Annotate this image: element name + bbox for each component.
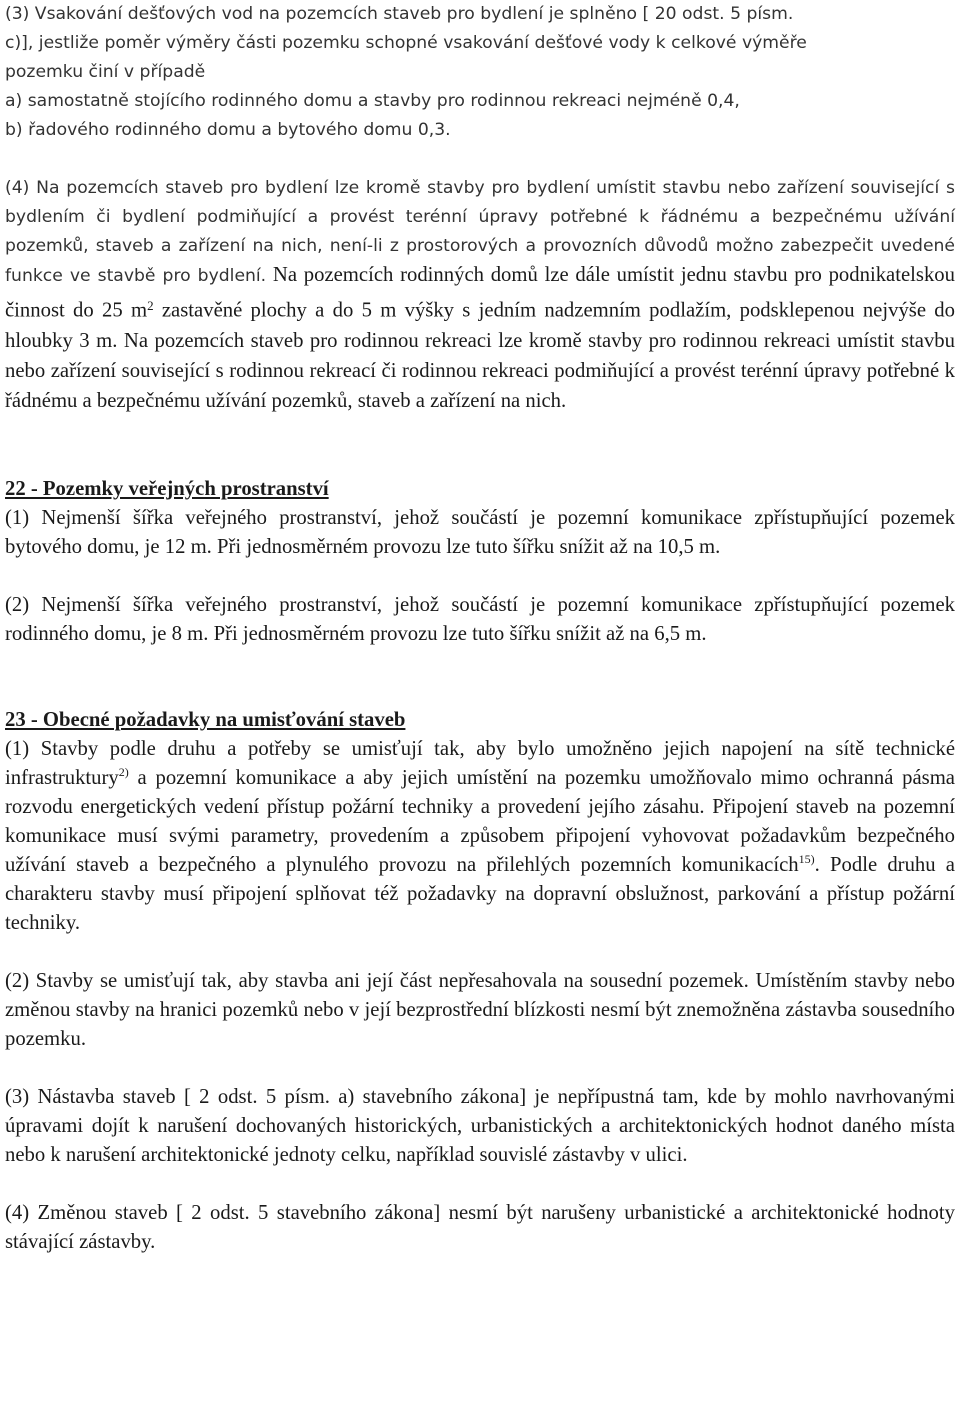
section-title: 23 - Obecné požadavky na umisťování staveb <box>5 708 406 731</box>
section-23-paragraph-3: (3) Nástavba staveb [ 2 odst. 5 písm. a) stavebního zákona] je nepřípustná tam, kde by mohlo navrhovanými úpravami dojít k narušení dochovaných historických, urbanistických a architektonických hodnot daného místa nebo k narušení architektonické jednoty celku, například souvislé zástavby v ulici. <box>5 1085 955 1166</box>
document-page <box>5 0 955 1257</box>
superscript: 2 <box>147 298 154 313</box>
paragraph-text: . Podle druhu a charakteru stavby musí připojení splňovat též požadavky na dopravní obslužnost, parkování a přístup požární techniky. <box>5 853 955 934</box>
paragraph-text: (1) Stavby podle druhu a potřeby se umisťují tak, aby bylo umožněno jejich napojení na sítě technické infrastruktury <box>5 737 955 789</box>
paragraph-text: Na pozemcích rodinných domů lze dále umístit jednu stavbu pro podnikatelskou činnost do 25 m <box>5 264 955 322</box>
text-line: (3) Vsakování dešťových vod na pozemcích staveb pro bydlení je splněno [ 20 odst. 5 písm. <box>5 4 794 24</box>
paragraph-text: a pozemní komunikace a aby jejich umístění na pozemku umožňovalo mimo ochranná pásma rozvodu energetických vedení přístup požární techniky a provedení jejího zásahu. Připojení staveb na pozemní komunikace musí svými parametry, provedením a způsobem připojení vyhovovat požadavkům bezpečného užívání staveb a bezpečného a plynulého provozu na přilehlých pozemních komunikacích <box>5 766 955 876</box>
paragraph-text: (4) Na pozemcích staveb pro bydlení lze kromě stavby pro bydlení umístit stavbu nebo zařízení související s bydlením či bydlení podmiňující a provést terénní úpravy potřebné k řádnému a bezpečnému užívání pozemků, staveb a zařízení na nich, není-li z prostorových a provozních důvodů možno zabezpečit uvedené funkce ve stavbě pro bydlení. <box>5 178 955 286</box>
paragraph-4-housing-plots <box>5 174 955 417</box>
paragraph-text: zastavěné plochy a do 5 m výšky s jedním nadzemním podlažím, podsklepenou nejvýše do hloubky 3 m. Na pozemcích staveb pro rodinnou rekreaci lze kromě stavby pro rodinnou rekreaci umístit stavbu nebo zařízení související s rodinnou rekreací či rodinnou rekreaci podmiňující a provést terénní úpravy potřebné k řádnému a bezpečnému užívání pozemků, staveb a zařízení na nich. <box>5 299 955 412</box>
text-line: a) samostatně stojícího rodinného domu a stavby pro rodinnou rekreaci nejméně 0,4, <box>5 91 740 111</box>
section-23-paragraph-2: (2) Stavby se umisťují tak, aby stavba ani její část nepřesahovala na sousední pozemek. Umístěním stavby nebo změnou stavby na hranici pozemků nebo v její bezprostřední blízkosti nesmí být znemožněna zástavba sousedního pozemku. <box>5 969 955 1050</box>
footnote-ref: 2) <box>118 764 129 779</box>
footnote-ref: 15) <box>798 851 815 866</box>
section-23-heading <box>5 706 955 735</box>
text-line: c)], jestliže poměr výměry části pozemku schopné vsakování dešťové vody k celkové výměře <box>5 33 807 53</box>
section-22-heading <box>5 475 955 504</box>
text-line: pozemku činí v případě <box>5 62 206 82</box>
section-23-paragraph-1 <box>5 735 955 938</box>
section-22-paragraph-2: (2) Nejmenší šířka veřejného prostranství, jehož součástí je pozemní komunikace zpřístupňující pozemek rodinného domu, je 8 m. Při jednosměrném provozu lze tuto šířku snížit až na 6,5 m. <box>5 593 955 645</box>
section-23-paragraph-4: (4) Změnou staveb [ 2 odst. 5 stavebního zákona] nesmí být narušeny urbanistické a architektonické hodnoty stávající zástavby. <box>5 1201 955 1253</box>
paragraph-3-rainwater <box>5 0 955 145</box>
section-22-paragraph-1: (1) Nejmenší šířka veřejného prostranství, jehož součástí je pozemní komunikace zpřístupňující pozemek bytového domu, je 12 m. Při jednosměrném provozu lze tuto šířku snížit až na 10,5 m. <box>5 506 955 558</box>
text-line: b) řadového rodinného domu a bytového domu 0,3. <box>5 120 451 140</box>
section-title: 22 - Pozemky veřejných prostranství <box>5 477 329 500</box>
